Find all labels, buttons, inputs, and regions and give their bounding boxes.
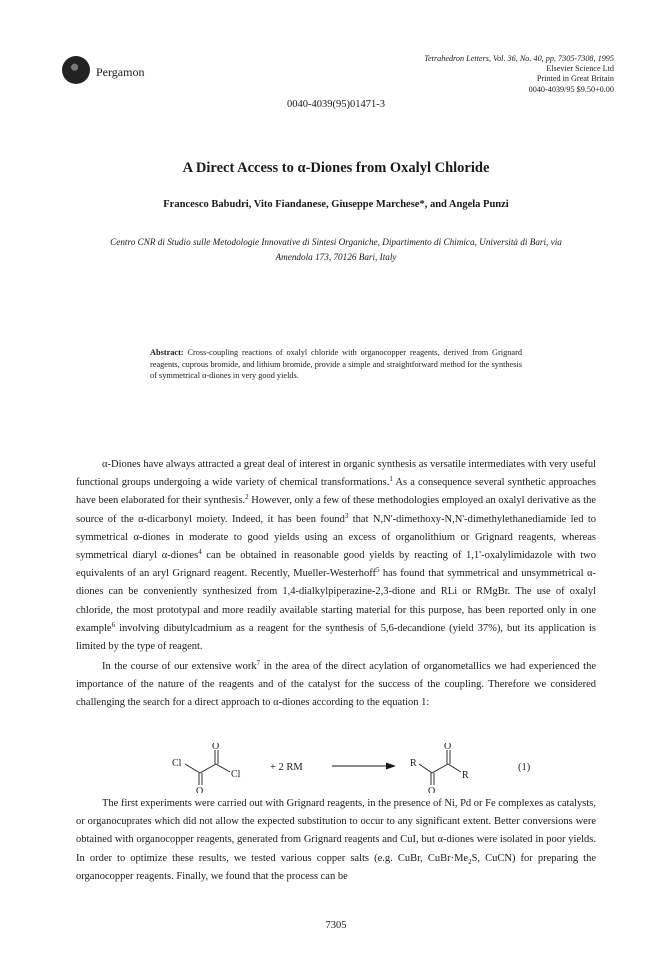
equation-number: (1): [518, 762, 531, 773]
text-run: As a consequence several synthetic approaches have been elaborated for their synthesis.: [76, 477, 596, 507]
text-run: can be obtained in reasonable good yields by reacting of 1,1'-oxalylimidazole with two equivalents of an aryl Grignard reagent. Recently, Mueller-Westerhoff: [76, 550, 596, 580]
citation-ref: 6: [111, 620, 116, 629]
bond: [432, 764, 448, 773]
citation-ref: 5: [376, 566, 380, 575]
text-run: involving dibutylcadmium as a reagent for the synthesis of 5,6-decandione (yield 37%), but its application is limited by the type of reagent.: [76, 622, 596, 653]
journal-citation: Tetrahedron Letters, Vol. 36, No. 40, pp. 7305-7308, 1995: [424, 54, 614, 63]
bond: [448, 764, 461, 772]
journal-imprint: Elsevier Science Ltd: [546, 64, 614, 74]
pergamon-logo-icon: [62, 56, 90, 84]
body-paragraph-2: [76, 658, 596, 713]
journal-printed: Printed in Great Britain: [536, 74, 614, 84]
publisher-name: Pergamon: [96, 65, 145, 79]
arrow-head-icon: [386, 763, 396, 770]
bond: [216, 764, 230, 772]
bond: [200, 764, 216, 773]
text-run: in the area of the direct acylation of organometallics we had experienced the importance of the nature of the reagents and of the catalyst for the success of the coupling. Therefore we considered challenging the search for a direct approach to α-diones according to the equation 1:: [76, 661, 597, 709]
citation-ref: 4: [198, 548, 202, 557]
affiliation: Centro CNR di Studio sulle Metodologie Innovative di Sintesi Organiche, Dipartimento di Chimica, Università di Bari, via Amendola 173, 70126 Bari, Italy: [110, 237, 562, 262]
page-number: 7305: [325, 920, 347, 931]
abstract-text: Cross-coupling reactions of oxalyl chloride with organocopper reagents, derived from Grignard reagents, cuprous bromide, and lithium bromide, provide a simple and straightforward method for the synthesis of symmetrical α-diones in very good yields.: [150, 348, 523, 380]
oxygen-bottom-left-label: O: [196, 786, 204, 793]
text-run: has found that symmetrical and unsymmetrical α-diones can be conveniently synthesized from 1,4-dialkylpiperazine-2,3-dione and RLi or RMgBr. The use of oxalyl chloride, the most prototypal and more readily available starting material for this purpose, has been reported only in one example: [76, 568, 596, 634]
citation-ref: 2: [245, 493, 249, 502]
chlorine-right-label: Cl: [231, 769, 241, 780]
body-paragraph-3: [76, 795, 596, 886]
bond: [419, 764, 432, 773]
text-run: In the course of our extensive work: [102, 661, 257, 672]
citation-ref: 1: [389, 475, 393, 484]
reaction-equation: [160, 743, 540, 793]
chlorine-left-label: Cl: [172, 758, 182, 769]
citation-ref: 3: [344, 511, 349, 520]
document-code: 0040-4039(95)01471-3: [287, 99, 385, 110]
abstract-label: Abstract:: [150, 348, 184, 357]
article-title: A Direct Access to α-Diones from Oxalyl Chloride: [182, 160, 490, 176]
r-right-label: R: [462, 770, 469, 781]
author-list: Francesco Babudri, Vito Fiandanese, Giuseppe Marchese*, and Angela Punzi: [163, 199, 509, 210]
oxygen-bottom-right-label: O: [428, 786, 436, 793]
text-run: that N,N'-dimethoxy-N,N'-dimethylethanediamide led to symmetrical α-diones in moderate to good yields using an excess of organolithium or Grignard reagents, whereas symmetrical diaryl α-diones: [76, 513, 597, 562]
r-left-label: R: [410, 758, 417, 769]
reagent-label: + 2 RM: [270, 762, 303, 773]
text-run: However, only a few of these methodologies employed an oxalyl derivative as the source of the α-dicarbonyl moiety. Indeed, it has been found: [76, 495, 596, 525]
journal-price: 0040-4039/95 $9.50+0.00: [528, 84, 614, 94]
citation-ref: 7: [256, 659, 261, 667]
subscript: 2: [468, 857, 472, 866]
journal-info: [424, 54, 614, 95]
text-run: S, CuCN) for preparing the organocopper reagents. Finally, we found that the process can be: [76, 852, 596, 882]
text-run: The first experiments were carried out with Grignard reagents, in the presence of Ni, Pd or Fe complexes as catalysts, or organocuprates which did not allow the expected substitution to occur to any significant extent. Better conversions were obtained with organocopper reagents, generated from Grignard reagents and CuI, but α-diones were isolated in poor yields. In order to optimize these results, we tested various copper salts (e.g. CuBr, CuBr·Me: [76, 798, 596, 864]
oxygen-top-right-label: O: [444, 743, 452, 752]
body-paragraph-1: [76, 456, 596, 656]
bond: [185, 764, 200, 773]
text-run: α-Diones have always attracted a great deal of interest in organic synthesis as versatile intermediates with very useful functional groups undergoing a wide variety of chemical transformations.: [76, 459, 596, 489]
oxygen-top-left-label: O: [212, 743, 220, 752]
abstract: [150, 347, 522, 382]
